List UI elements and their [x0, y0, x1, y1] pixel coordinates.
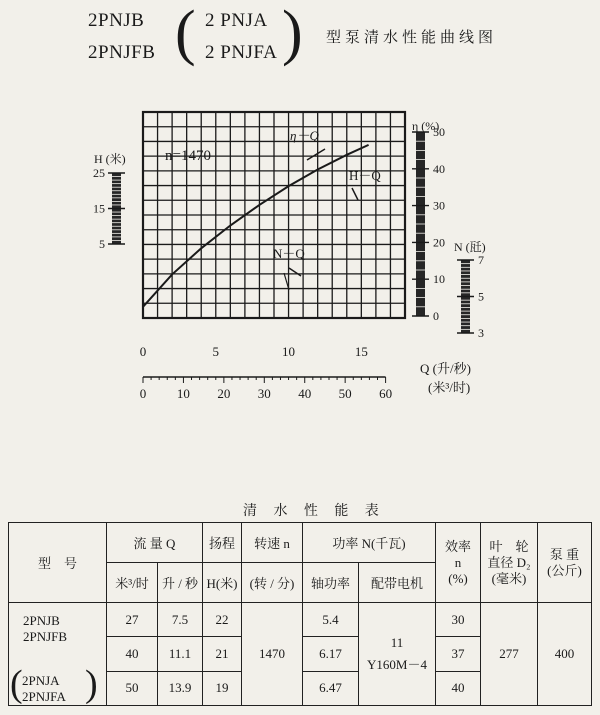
row2-eff: 37	[436, 637, 481, 671]
row3-head: 19	[203, 671, 242, 705]
eta-axis	[412, 125, 445, 323]
n-q-pointer	[289, 268, 301, 276]
eta-tick-label: 10	[433, 272, 445, 287]
paren-open: (	[175, 0, 196, 67]
hdr-eff-3: (%)	[448, 570, 468, 586]
row2-shaft: 6.17	[303, 637, 359, 671]
hdr-weight-1: 泵 重	[549, 546, 580, 562]
hdr-imp-3: (毫米)	[491, 570, 527, 586]
hdr-power: 功率 N(千瓦)	[303, 523, 436, 563]
performance-table	[8, 522, 592, 706]
eta-q-pointer	[307, 149, 325, 160]
model-a-2: 2PNJFB	[23, 629, 68, 644]
hdr-flow-m3h: 米³/时	[107, 563, 158, 603]
n-q-label: N－Q	[273, 246, 305, 261]
x2-tick-label: 10	[176, 386, 190, 401]
n-axis	[457, 253, 484, 340]
motor-cell	[359, 603, 436, 706]
speed-annotation: n=1470	[165, 148, 211, 164]
h-axis-label: H (米)	[94, 152, 126, 166]
model-b-2: 2PNJFA	[22, 689, 66, 704]
h-tick-label: 25	[93, 166, 105, 180]
x2-axis	[140, 377, 392, 401]
x-axis	[140, 344, 368, 359]
eta-tick-label: 30	[433, 198, 445, 213]
n-tick-label: 7	[478, 253, 484, 267]
hdr-impeller	[481, 523, 538, 603]
x2-tick-label: 30	[257, 386, 271, 401]
model-b-group	[10, 663, 106, 705]
eta-tick-label: 40	[433, 161, 445, 176]
eta-axis-label: η (%)	[412, 119, 440, 133]
row3-ls: 13.9	[158, 671, 203, 705]
h-tick-label: 5	[99, 237, 105, 251]
weight-cell: 400	[538, 603, 592, 706]
eta-q-curve	[143, 145, 369, 307]
hdr-head: 扬程	[203, 523, 242, 563]
hdr-imp-1: 叶 轮	[489, 538, 529, 554]
hdr-model: 型 号	[9, 523, 107, 603]
model-cell	[9, 603, 107, 706]
n-tick-label: 5	[478, 289, 484, 304]
x2-axis-label: (米³/时)	[428, 380, 471, 395]
row1-shaft: 5.4	[303, 603, 359, 637]
model-b-1: 2PNJA	[22, 673, 60, 688]
x2-tick-label: 40	[298, 386, 312, 401]
hdr-efficiency	[436, 523, 481, 603]
x-tick-label: 5	[212, 344, 220, 359]
x2-tick-label: 20	[217, 386, 231, 401]
row3-m3h: 50	[107, 671, 158, 705]
hdr-shaft-power: 轴功率	[303, 563, 359, 603]
eta-tick-label: 50	[433, 125, 445, 139]
hdr-motor: 配带电机	[359, 563, 436, 603]
x2-tick-label: 0	[139, 386, 147, 401]
motor-model: Y160M－4	[367, 657, 427, 672]
eta-q-label: η－Q	[290, 128, 319, 143]
row1-eff: 30	[436, 603, 481, 637]
n-tick-label: 3	[478, 326, 484, 340]
x-axis-label: Q (升/秒)	[420, 361, 471, 376]
model-b-paren-open: (	[10, 663, 23, 705]
paren-close: )	[282, 0, 303, 67]
model-a-1: 2PNJB	[23, 613, 60, 628]
row3-shaft: 6.47	[303, 671, 359, 705]
chart-caption: 型泵清水性能曲线图	[326, 28, 498, 46]
hdr-eff-2: n	[454, 554, 462, 570]
hdr-eff-1: 效率	[444, 538, 471, 554]
x-tick-label: 0	[139, 344, 147, 359]
hdr-flow-ls: 升 / 秒	[158, 563, 203, 603]
row2-m3h: 40	[107, 637, 158, 671]
n-axis-label: N (瓩)	[454, 240, 486, 254]
chart-grid	[143, 112, 405, 318]
x-tick-label: 10	[282, 344, 296, 359]
row1-ls: 7.5	[158, 603, 203, 637]
model-b-paren-close: )	[85, 663, 98, 705]
x2-tick-label: 60	[379, 386, 393, 401]
h-axis	[93, 166, 125, 251]
row1-m3h: 27	[107, 603, 158, 637]
table-title: 清 水 性 能 表	[243, 503, 385, 519]
hdr-speed: 转速 n	[242, 523, 303, 563]
row3-eff: 40	[436, 671, 481, 705]
x2-tick-label: 50	[338, 386, 352, 401]
impeller-cell: 277	[481, 603, 538, 706]
hdr-flow: 流 量 Q	[107, 523, 203, 563]
hdr-imp-2: 直径 D₂	[487, 554, 531, 570]
row1-head: 22	[203, 603, 242, 637]
x-tick-label: 15	[354, 344, 368, 359]
eta-tick-label: 0	[433, 309, 439, 323]
motor-power: 11	[390, 635, 404, 650]
hdr-head-unit: H(米)	[203, 563, 242, 603]
speed-cell: 1470	[242, 603, 303, 706]
h-tick-label: 15	[93, 201, 105, 216]
model-left-2: 2PNJFB	[88, 42, 156, 63]
row2-head: 21	[203, 637, 242, 671]
hdr-weight	[538, 523, 592, 603]
h-q-pointer	[352, 188, 358, 200]
row2-ls: 11.1	[158, 637, 203, 671]
eta-tick-label: 20	[433, 235, 445, 250]
hdr-weight-2: (公斤)	[547, 562, 582, 578]
h-q-label: H－Q	[349, 168, 381, 183]
hdr-speed-unit: (转 / 分)	[242, 563, 303, 603]
model-paren-1: 2 PNJA	[205, 10, 268, 31]
model-left-1: 2PNJB	[88, 10, 145, 31]
model-paren-2: 2 PNJFA	[205, 42, 278, 63]
